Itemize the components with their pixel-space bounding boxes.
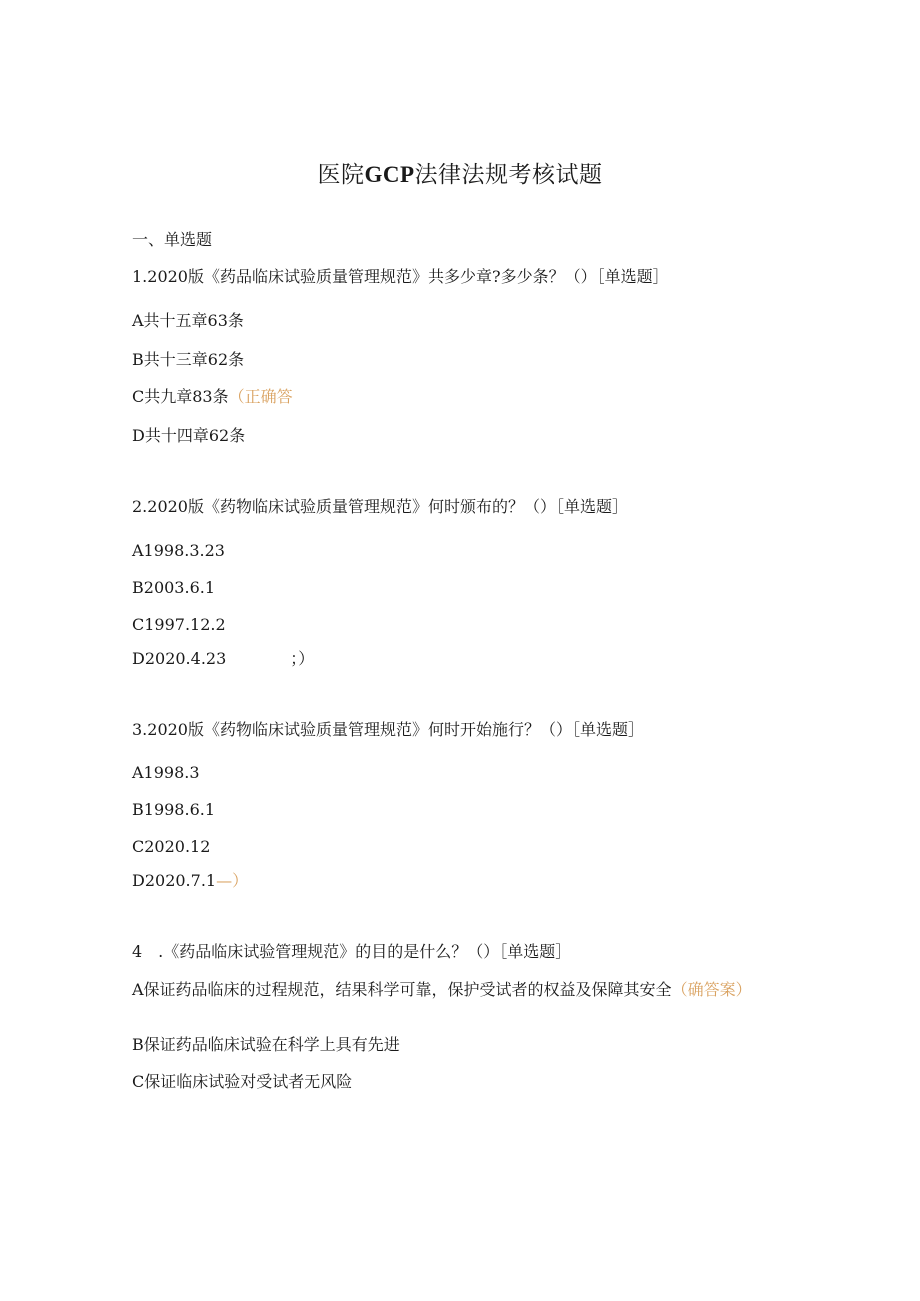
answer-mark: ；） <box>290 649 315 668</box>
option-text: C2020.12 <box>132 837 211 856</box>
title-gcp: GCP <box>364 162 415 187</box>
section-heading: 一、单选题 <box>132 230 213 249</box>
question-4-option-c <box>132 1071 352 1093</box>
question-1-option-d <box>132 425 245 447</box>
answer-mark: —） <box>216 871 249 890</box>
question-1-stem: 1.2020版《药品临床试验质量管理规范》共多少章?多少条？（）［单选题］ <box>132 267 669 286</box>
option-text: A1998.3 <box>132 763 200 782</box>
question-2-option-b <box>132 577 215 599</box>
question-4-option-a <box>132 977 767 1003</box>
option-text: B保证药品临床试验在科学上具有先进 <box>132 1035 400 1054</box>
title-prefix: 医院 <box>317 162 365 188</box>
option-text: C保证临床试验对受试者无风险 <box>132 1072 353 1091</box>
option-text: D共十四章62条 <box>132 426 246 445</box>
question-3-option-d <box>132 870 248 892</box>
option-text: A保证药品临床的过程规范，结果科学可靠，保护受试者的权益及保障其安全 <box>132 980 672 999</box>
question-3-stem: 3.2020版《药物临床试验质量管理规范》何时开始施行？（）［单选题］ <box>132 720 644 739</box>
option-text: B1998.6.1 <box>132 800 216 819</box>
page-title <box>0 156 920 189</box>
question-2-option-a <box>132 540 225 562</box>
question-2-stem: 2.2020版《药物临床试验质量管理规范》何时颁布的？（）［单选题］ <box>132 497 628 516</box>
question-1-option-c <box>132 386 293 408</box>
option-text: C共九章83条 <box>132 387 229 406</box>
question-2-option-c <box>132 614 226 636</box>
answer-mark: （确答案） <box>671 980 752 999</box>
answer-mark: （正确答 <box>228 387 293 406</box>
title-suffix: 法律法规考核试题 <box>414 162 603 188</box>
option-text: C1997.12.2 <box>132 615 226 634</box>
question-3-option-c <box>132 836 210 858</box>
option-text: D2020.7.1 <box>132 871 217 890</box>
option-text: A1998.3.23 <box>132 541 225 560</box>
option-text: B2003.6.1 <box>132 578 216 597</box>
option-text: D2020.4.23 <box>132 649 227 668</box>
question-1-option-a <box>132 310 244 332</box>
question-3-option-b <box>132 799 215 821</box>
option-text: B共十三章62条 <box>132 350 245 369</box>
question-3-option-a <box>132 762 200 784</box>
question-4-stem: 4 .《药品临床试验管理规范》的目的是什么？（）［单选题］ <box>132 942 572 961</box>
option-text: A共十五章63条 <box>132 311 244 330</box>
question-2-option-d <box>132 648 314 670</box>
question-1-option-b <box>132 349 244 371</box>
question-4-option-b <box>132 1034 400 1056</box>
